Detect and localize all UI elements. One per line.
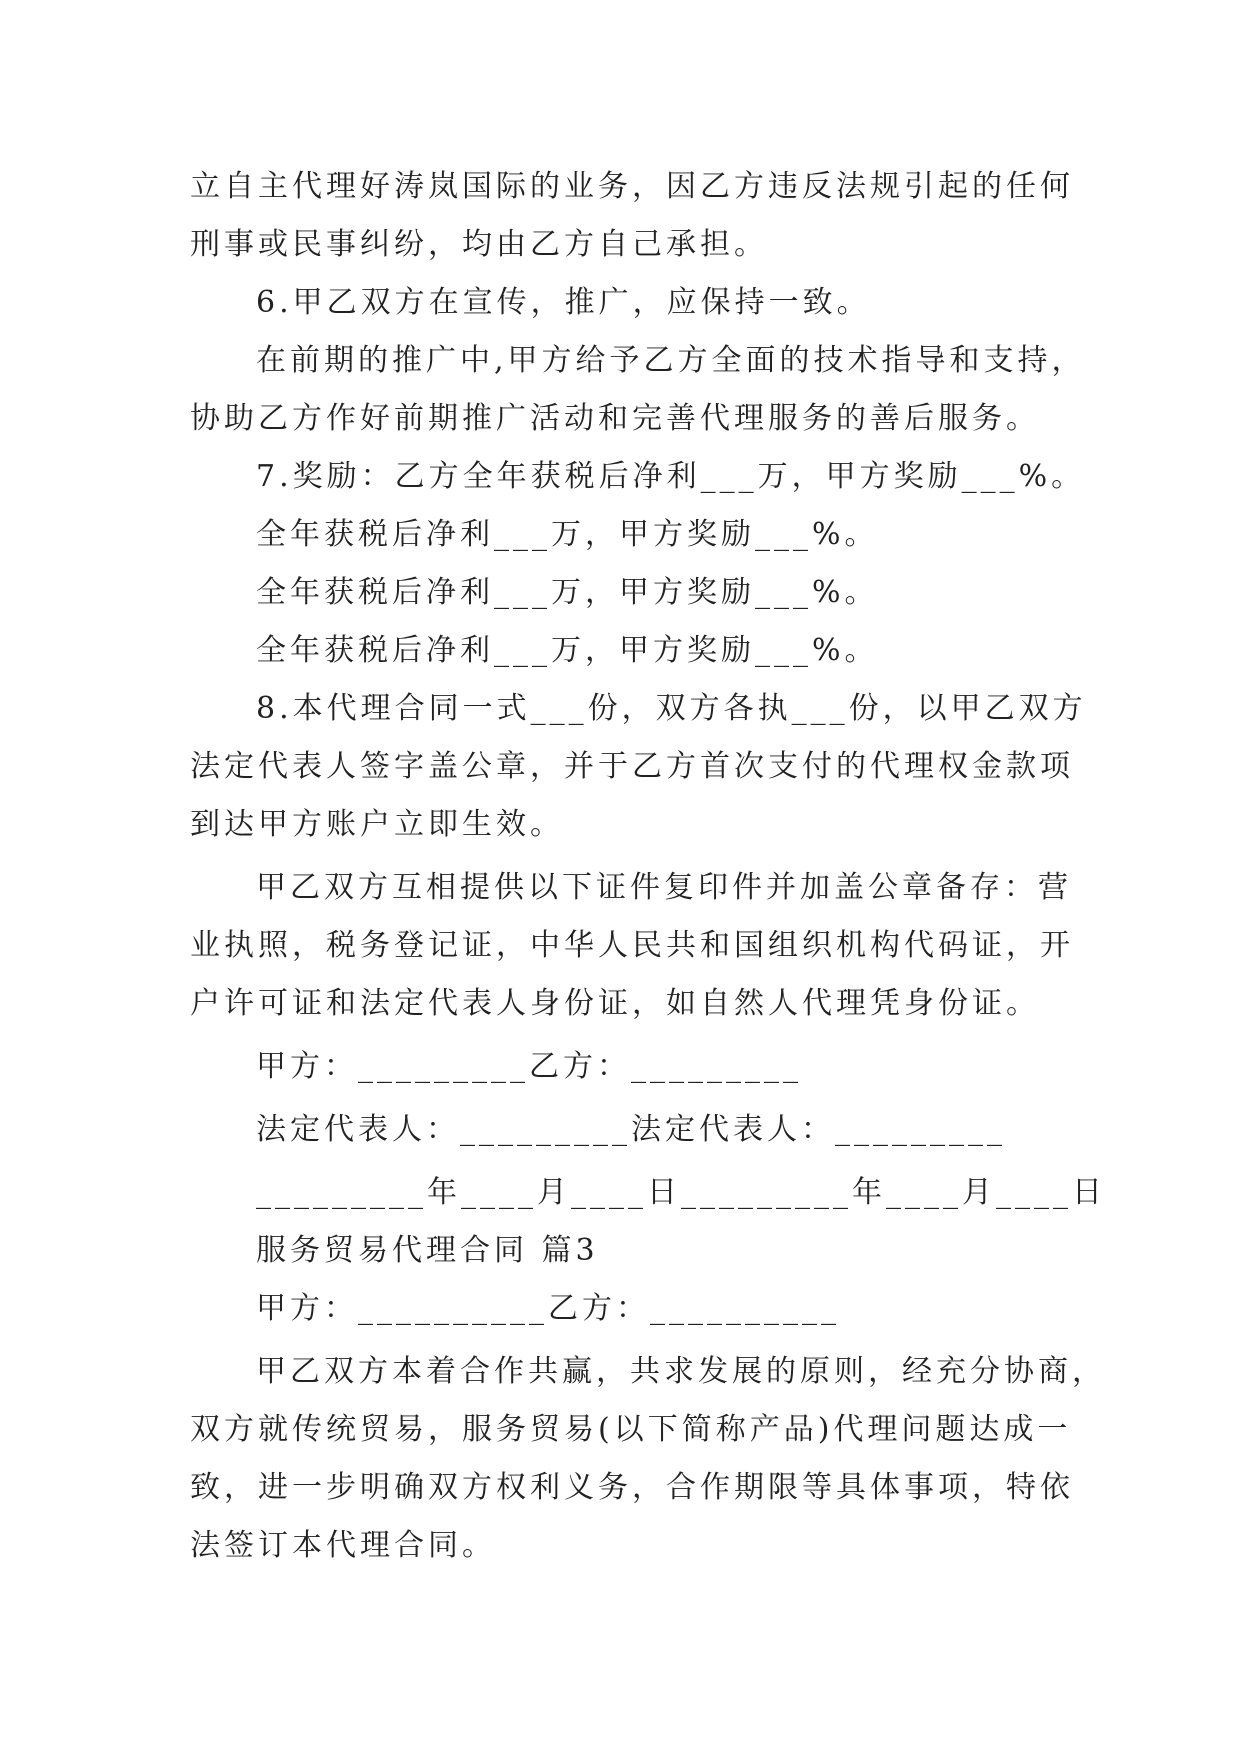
date-line: _________年____月____日_________年____月____日 <box>256 1175 1106 1210</box>
paragraph-line: 刑事或民事纠纷，均由乙方自己承担。 <box>190 227 768 262</box>
paragraph-line: 双方就传统贸易，服务贸易(以下简称产品)代理问题达成一 <box>190 1412 1072 1447</box>
document-page <box>190 158 1106 1575</box>
party-signature-line: 甲方：__________乙方：__________ <box>256 1291 840 1326</box>
paragraph-line: 甲乙双方本着合作共赢，共求发展的原则，经充分协商， <box>256 1354 1106 1389</box>
clause-8: 8.本代理合同一式___份，双方各执___份，以甲乙双方 <box>256 691 1087 726</box>
party-signature-line: 甲方：_________乙方：_________ <box>256 1049 802 1084</box>
paragraph-line: 立自主代理好涛岚国际的业务，因乙方违反法规引起的任何 <box>190 169 1074 204</box>
paragraph-line: 到达甲方账户立即生效。 <box>190 807 564 842</box>
paragraph-line: 法定代表人签字盖公章，并于乙方首次支付的代理权金款项 <box>190 749 1074 784</box>
paragraph-line: 户许可证和法定代表人身份证，如自然人代理凭身份证。 <box>190 986 1040 1021</box>
reward-line: 全年获税后净利___万，甲方奖励___%。 <box>256 633 879 668</box>
paragraph-line: 法签订本代理合同。 <box>190 1528 496 1563</box>
reward-line: 全年获税后净利___万，甲方奖励___%。 <box>256 517 879 552</box>
paragraph-line: 致，进一步明确双方权利义务，合作期限等具体事项，特依 <box>190 1470 1074 1505</box>
section-title: 服务贸易代理合同 篇3 <box>256 1233 599 1268</box>
paragraph-line: 业执照，税务登记证，中华人民共和国组织机构代码证，开 <box>190 928 1074 963</box>
reward-line: 全年获税后净利___万，甲方奖励___%。 <box>256 575 879 610</box>
clause-6: 6.甲乙双方在宣传，推广，应保持一致。 <box>256 285 871 320</box>
paragraph-line: 协助乙方作好前期推广活动和完善代理服务的善后服务。 <box>190 401 1040 436</box>
legal-representative-line: 法定代表人：_________法定代表人：_________ <box>256 1112 1006 1147</box>
paragraph-line: 在前期的推广中,甲方给予乙方全面的技术指导和支持， <box>256 343 1086 378</box>
clause-7-reward: 7.奖励：乙方全年获税后净利___万，甲方奖励___%。 <box>256 459 1086 494</box>
paragraph-line: 甲乙双方互相提供以下证件复印件并加盖公章备存：营 <box>256 870 1072 905</box>
